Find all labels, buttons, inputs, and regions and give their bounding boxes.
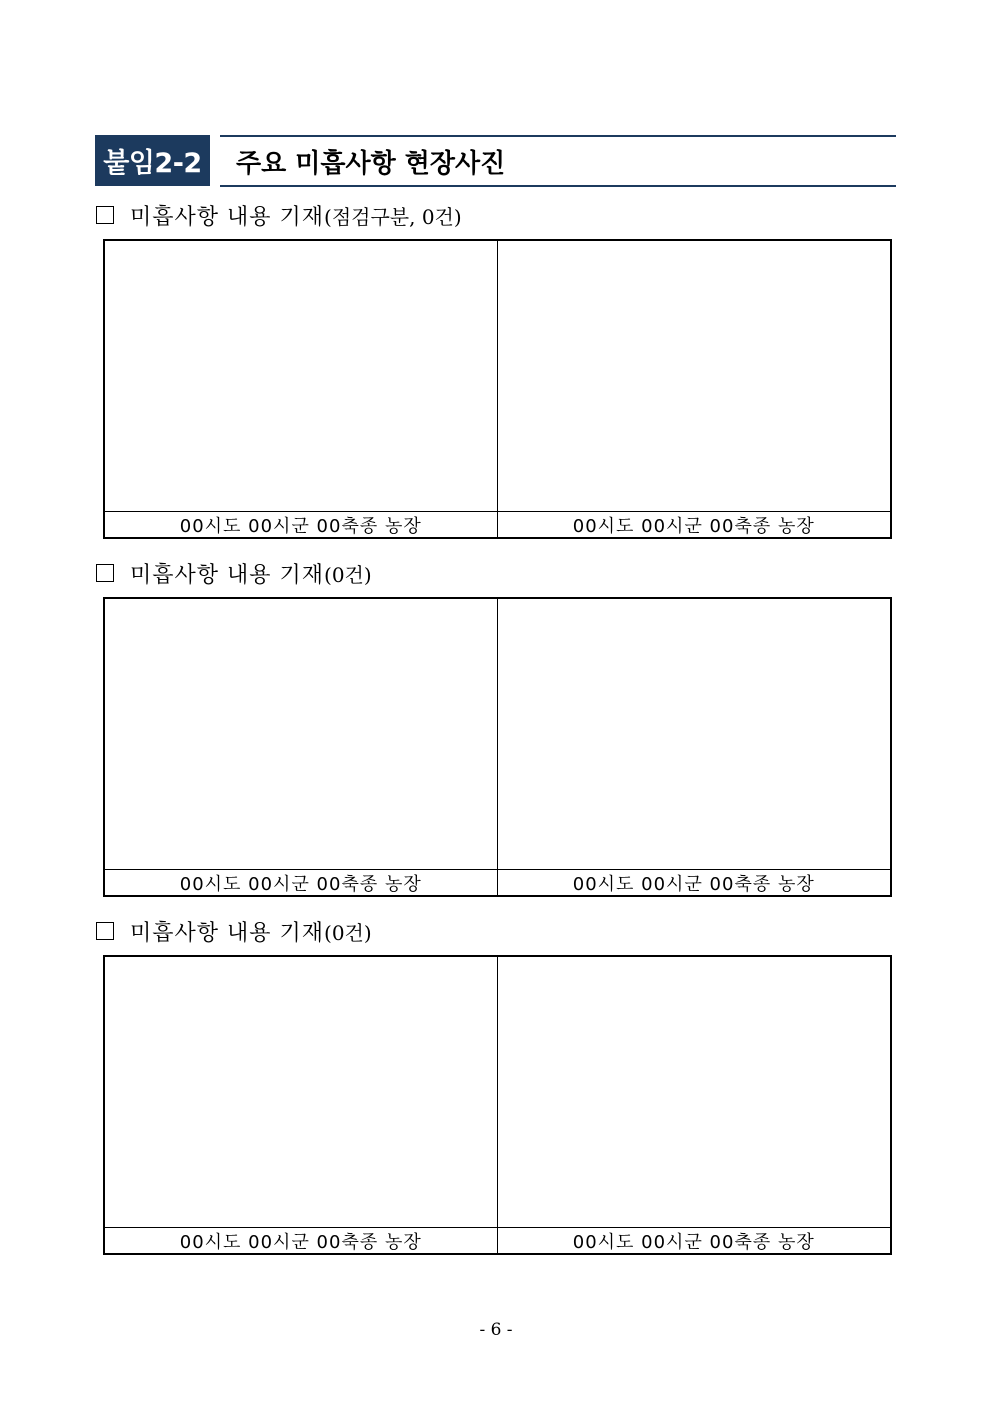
section-heading-3 — [96, 915, 372, 947]
attachment-badge: 붙임2-2 — [95, 135, 210, 186]
checkbox-icon — [96, 564, 114, 582]
photo-slot — [498, 957, 891, 1228]
section-heading-text: 미흡사항 내용 기재 — [130, 920, 325, 946]
photo-caption: 00시도 00시군 00축종 농장 — [572, 873, 815, 895]
page-title-text: 주요 미흡사항 현장사진 — [236, 148, 506, 179]
checkbox-icon — [96, 922, 114, 940]
photo-table-2 — [103, 597, 892, 897]
photo-slot — [105, 957, 498, 1228]
photo-caption: 00시도 00시군 00축종 농장 — [572, 1231, 815, 1253]
section-heading-text: 미흡사항 내용 기재 — [130, 204, 325, 230]
section-heading-1 — [96, 199, 462, 231]
photo-slot — [498, 599, 891, 870]
page-title — [220, 135, 896, 187]
photo-caption: 00시도 00시군 00축종 농장 — [105, 512, 498, 537]
photo-caption: 00시도 00시군 00축종 농장 — [572, 515, 815, 537]
photo-caption: 00시도 00시군 00축종 농장 — [105, 870, 498, 895]
photo-slot — [105, 241, 498, 512]
section-heading-text: 미흡사항 내용 기재 — [130, 562, 325, 588]
section-heading-count: (점검구분, 0건) — [324, 204, 462, 229]
photo-table-3 — [103, 955, 892, 1255]
section-heading-count: (0건) — [324, 920, 372, 945]
photo-table-1 — [103, 239, 892, 539]
photo-slot — [498, 241, 891, 512]
checkbox-icon — [96, 206, 114, 224]
photo-caption: 00시도 00시군 00축종 농장 — [105, 1228, 498, 1253]
page-number: - 6 - — [479, 1320, 513, 1340]
photo-slot — [105, 599, 498, 870]
section-heading-2 — [96, 557, 372, 589]
section-heading-count: (0건) — [324, 562, 372, 587]
